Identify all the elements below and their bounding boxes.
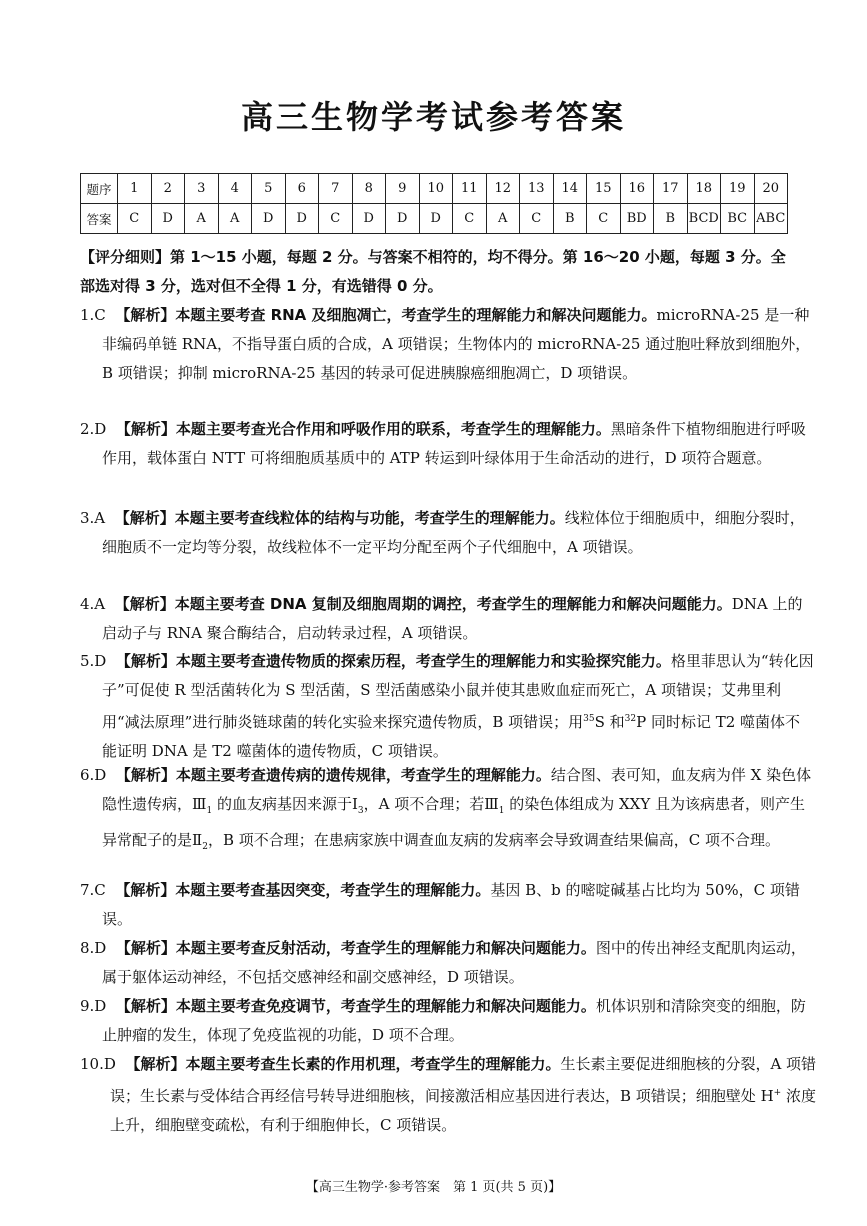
question-number: 6 (285, 174, 319, 204)
explanation-item-2 (80, 415, 814, 473)
answer-cell: A (185, 204, 219, 234)
table-row-answers (81, 204, 788, 234)
explanation-item-7 (80, 876, 814, 934)
question-number: 10 (419, 174, 453, 204)
item-body: 结合图、表可知，血友病为伴 X 染色体隐性遗传病，Ⅲ (102, 766, 812, 813)
question-number: 5 (252, 174, 286, 204)
item-number: 9.D (80, 997, 107, 1015)
item-heading: 【解析】本题主要考查线粒体的结构与功能，考查学生的理解能力。 (114, 509, 565, 527)
answer-cell: D (252, 204, 286, 234)
item-heading: 【解析】本题主要考查 RNA 及细胞凋亡，考查学生的理解能力和解决问题能力。 (115, 306, 657, 324)
item-heading: 【解析】本题主要考查反射活动，考查学生的理解能力和解决问题能力。 (115, 939, 596, 957)
question-number: 14 (553, 174, 587, 204)
answer-cell: D (285, 204, 319, 234)
item-body: 格里菲思认为“转化因子”可促使 R 型活菌转化为 S 型活菌，S 型活菌感染小鼠并使其患败血症而死亡，A 项错误；艾弗里利用“减法原理”进行肺炎链球菌的转化实验来探究遗传物质，B 项错误；用 (102, 652, 814, 731)
answer-table (80, 173, 788, 234)
question-number: 7 (319, 174, 353, 204)
answer-cell: D (352, 204, 386, 234)
item-number: 5.D (80, 652, 107, 670)
answer-cell: B (553, 204, 587, 234)
item-body: 基因 B、b 的嘧啶碱基占比均为 50%，C 项错误。 (102, 881, 800, 928)
question-number: 15 (587, 174, 621, 204)
question-number: 12 (486, 174, 520, 204)
item-body: 黑暗条件下植物细胞进行呼吸作用，载体蛋白 NTT 可将细胞质基质中的 ATP 转运到叶绿体用于生命活动的进行，D 项符合题意。 (102, 420, 806, 467)
answer-cell: C (319, 204, 353, 234)
explanation-item-6 (80, 761, 814, 862)
item-body: 浓度上升，细胞壁变疏松，有利于细胞伸长，C 项错误。 (110, 1087, 816, 1134)
question-number: 8 (352, 174, 386, 204)
answer-cell: ABC (754, 204, 788, 234)
item-heading: 【解析】本题主要考查免疫调节，考查学生的理解能力和解决问题能力。 (115, 997, 596, 1015)
item-body: ，A 项不合理；若Ⅲ (363, 795, 499, 813)
item-heading: 【解析】本题主要考查遗传病的遗传规律，考查学生的理解能力。 (115, 766, 551, 784)
question-number: 1 (118, 174, 152, 204)
item-body: S 和 (594, 713, 625, 731)
page-title: 高三生物学考试参考答案 (240, 98, 626, 136)
question-number: 19 (721, 174, 755, 204)
answer-cell: C (453, 204, 487, 234)
item-number: 10.D (80, 1055, 116, 1073)
generation-index: 1 (206, 806, 213, 816)
scoring-rules-text: 第 1～15 小题，每题 2 分。与答案不相符的，均不得分。第 16～20 小题，每题 3 分。全部选对得 3 分，选对但不全得 1 分，有选错得 0 分。 (80, 248, 786, 295)
answer-cell: A (486, 204, 520, 234)
item-body: ，B 项不合理；在患病家族中调查血友病的发病率会导致调查结果偏高，C 项不合理。 (207, 831, 780, 849)
answer-cell: C (118, 204, 152, 234)
item-number: 8.D (80, 939, 107, 957)
question-number: 3 (185, 174, 219, 204)
question-number: 13 (520, 174, 554, 204)
question-number: 11 (453, 174, 487, 204)
item-number: 2.D (80, 420, 107, 438)
answer-cell: A (218, 204, 252, 234)
scoring-rules (80, 243, 792, 301)
item-number: 7.C (80, 881, 106, 899)
explanation-item-5 (80, 647, 814, 766)
table-row-numbers (81, 174, 788, 204)
item-body: P 同时标记 T2 噬菌体不能证明 DNA 是 T2 噬菌体的遗传物质，C 项错误。 (102, 713, 801, 760)
item-heading: 【解析】本题主要考查 DNA 复制及细胞周期的调控，考查学生的理解能力和解决问题能力。 (114, 595, 732, 613)
question-number: 18 (687, 174, 721, 204)
question-number: 17 (654, 174, 688, 204)
answer-cell: D (386, 204, 420, 234)
explanation-item-1 (80, 301, 814, 388)
explanation-item-3 (80, 504, 814, 562)
answer-cell: B (654, 204, 688, 234)
answer-cell: BD (620, 204, 654, 234)
explanation-item-8 (80, 934, 814, 992)
item-body: 的染色体组成为 XXY 且为该病患者，则产生异常配子的是Ⅱ (102, 795, 806, 849)
answer-cell: D (419, 204, 453, 234)
item-number: 4.A (80, 595, 106, 613)
item-body: DNA 上的启动子与 RNA 聚合酶结合，启动转录过程，A 项错误。 (102, 595, 803, 642)
question-number: 2 (151, 174, 185, 204)
item-number: 6.D (80, 766, 107, 784)
answer-cell: D (151, 204, 185, 234)
item-number: 3.A (80, 509, 106, 527)
item-body: microRNA-25 是一种非编码单链 RNA，不指导蛋白质的合成，A 项错误；生物体内的 microRNA-25 通过胞吐释放到细胞外，B 项错误；抑制 microRNA-25 基因的转录可促进胰腺癌细胞凋亡，D 项错误。 (102, 306, 811, 382)
ion-charge: + (773, 1088, 782, 1098)
isotope-mass-number: 32 (624, 714, 637, 724)
question-number: 4 (218, 174, 252, 204)
item-number: 1.C (80, 306, 106, 324)
item-heading: 【解析】本题主要考查生长素的作用机理，考查学生的理解能力。 (125, 1055, 561, 1073)
item-heading: 【解析】本题主要考查基因突变，考查学生的理解能力。 (115, 881, 491, 899)
item-body: 的血友病基因来源于Ⅰ (212, 795, 358, 813)
page-footer: 【高三生物学·参考答案 第 1 页(共 5 页)】 (305, 1180, 562, 1195)
isotope-mass-number: 35 (583, 714, 595, 724)
question-number: 9 (386, 174, 420, 204)
item-heading: 【解析】本题主要考查光合作用和呼吸作用的联系，考查学生的理解能力。 (115, 420, 611, 438)
item-body: 线粒体位于细胞质中，细胞分裂时，细胞质不一定均等分裂，故线粒体不一定平均分配至两个子代细胞中，A 项错误。 (102, 509, 805, 556)
explanation-item-9 (80, 992, 814, 1050)
item-body: 图中的传出神经支配肌肉运动，属于躯体运动神经，不包括交感神经和副交感神经，D 项错误。 (102, 939, 806, 986)
item-body: 生长素主要促进细胞核的分裂，A 项错误；生长素与受体结合再经信号转导进细胞核，间接激活相应基因进行表达，B 项错误；细胞壁处 H (110, 1055, 817, 1105)
item-heading: 【解析】本题主要考查遗传物质的探索历程，考查学生的理解能力和实验探究能力。 (115, 652, 671, 670)
answer-cell: BC (721, 204, 755, 234)
generation-index: 1 (498, 806, 505, 816)
row-header-number: 题序 (81, 174, 118, 204)
explanation-item-4 (80, 590, 814, 648)
answer-cell: C (587, 204, 621, 234)
answer-cell: BCD (687, 204, 721, 234)
answer-cell: C (520, 204, 554, 234)
generation-index: 3 (357, 806, 364, 816)
scoring-rules-label: 【评分细则】 (80, 248, 171, 266)
question-number: 20 (754, 174, 788, 204)
row-header-answer: 答案 (81, 204, 118, 234)
item-body: 机体识别和清除突变的细胞，防止肿瘤的发生，体现了免疫监视的功能，D 项不合理。 (102, 997, 806, 1044)
explanation-item-10 (80, 1050, 822, 1140)
question-number: 16 (620, 174, 654, 204)
generation-index: 2 (202, 842, 208, 852)
